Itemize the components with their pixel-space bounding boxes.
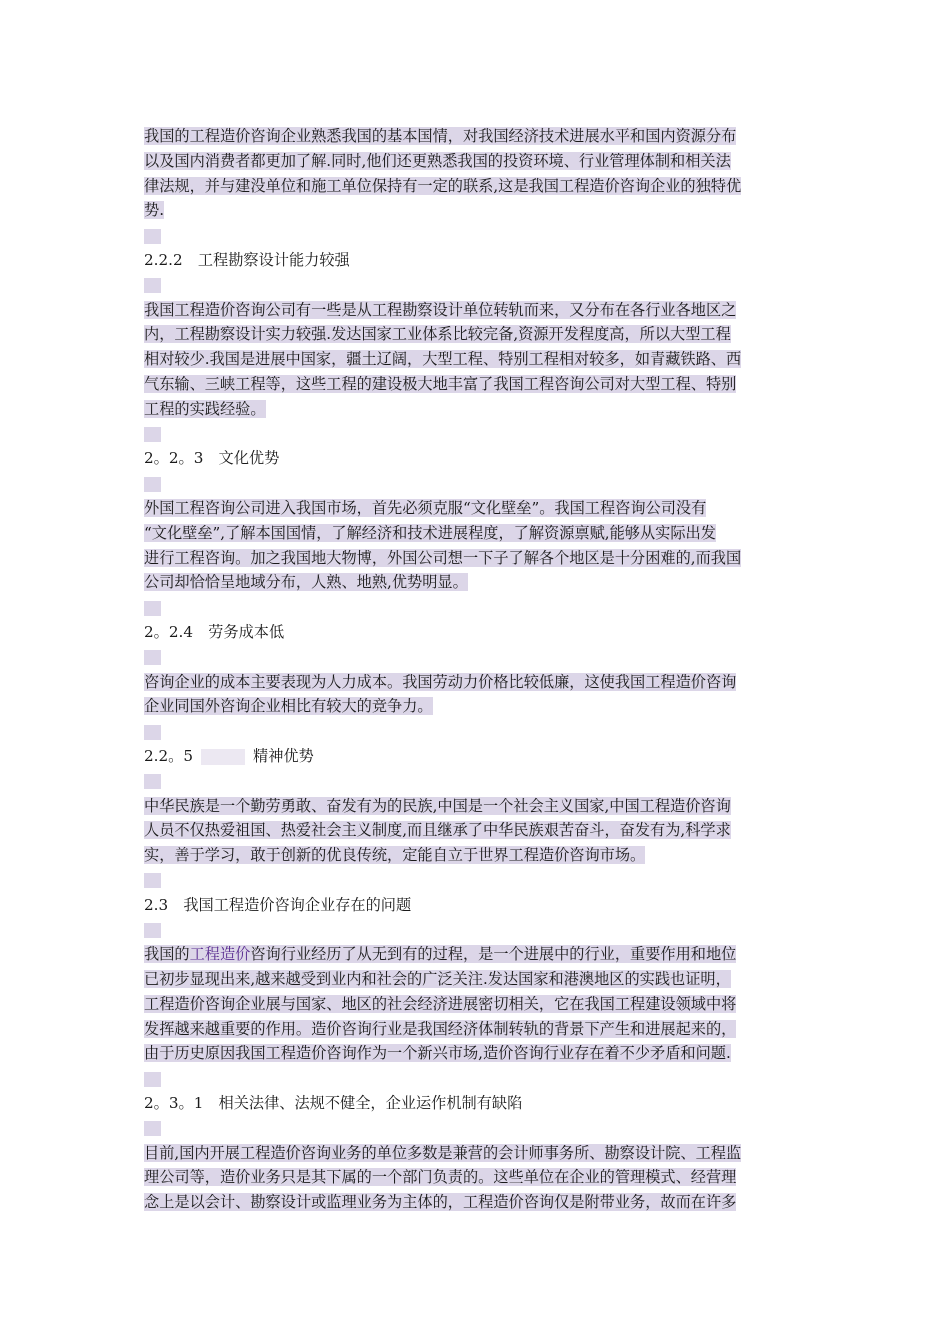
empty-line-marker: [144, 477, 161, 492]
empty-line-marker: [144, 601, 161, 616]
paragraph-survey-design: [144, 298, 814, 422]
empty-line-marker: [144, 650, 161, 665]
text-run: 咨询行业经历了从无到有的过程，是一个进展中的行业，重要作用和地位: [250, 945, 737, 964]
blank-line: [144, 868, 814, 893]
text-line: 进行工程咨询。加之我国地大物博，外国公司想一下子了解各个地区是十分困难的,而我国: [144, 548, 742, 567]
blank-line: [144, 769, 814, 794]
empty-line-marker: [144, 873, 161, 888]
empty-line-marker: [144, 1072, 161, 1087]
text-line: [144, 945, 736, 963]
text-line: 内，工程勘察设计实力较强.发达国家工业体系比较完备,资源开发程度高，所以大型工程: [144, 325, 731, 344]
document-page: [144, 124, 814, 1215]
text-line: 念上是以会计、勘察设计或监理业务为主体的，工程造价咨询仅是附带业务，故而在许多: [144, 1193, 737, 1212]
text-line: 理公司等，造价业务只是其下属的一个部门负责的。这些单位在企业的管理模式、经营理: [144, 1168, 737, 1187]
blank-line: [144, 645, 814, 670]
heading-2-3-1: 2。3。1 相关法律、法规不健全，企业运作机制有缺陷: [144, 1094, 523, 1113]
text-line: 气东输、三峡工程等，这些工程的建设极大地丰富了我国工程咨询公司对大型工程、特别: [144, 374, 737, 393]
paragraph-industry-problems: [144, 942, 814, 1066]
empty-line-marker: [144, 725, 161, 740]
cost-engineering-link[interactable]: 工程造价: [189, 945, 251, 964]
paragraph-regulation: [144, 1141, 814, 1215]
tab-gap: [201, 749, 245, 765]
empty-line-marker: [144, 229, 161, 244]
text-line: 以及国内消费者都更加了解.同时,他们还更熟悉我国的投资环境、行业管理体制和相关法: [144, 151, 731, 170]
text-line: 相对较少.我国是进展中国家，疆土辽阔，大型工程、特别工程相对较多，如青藏铁路、西: [144, 350, 742, 369]
blank-line: [144, 1116, 814, 1141]
heading-2-2-2: 2.2.2 工程勘察设计能力较强: [144, 250, 350, 269]
heading-2-3: 2.3 我国工程造价咨询企业存在的问题: [144, 895, 412, 914]
text-line: 目前,国内开展工程造价咨询业务的单位多数是兼营的会计师事务所、勘察设计院、工程监: [144, 1143, 742, 1162]
text-line: 我国工程造价咨询公司有一些是从工程勘察设计单位转轨而来，又分布在各行业各地区之: [144, 300, 737, 319]
blank-line: [144, 1066, 814, 1091]
paragraph-domestic-familiarity: [144, 124, 814, 223]
blank-line: [144, 719, 814, 744]
empty-line-marker: [144, 923, 161, 938]
empty-line-marker: [144, 1121, 161, 1136]
text-line: 企业同国外咨询企业相比有较大的竞争力。: [144, 697, 433, 716]
heading-number: 2.2。5: [144, 746, 194, 765]
text-line: 势.: [144, 201, 165, 220]
paragraph-culture: [144, 496, 814, 595]
paragraph-labor-cost: [144, 670, 814, 720]
text-line: 我国的工程造价咨询企业熟悉我国的基本国情，对我国经济技术进展水平和国内资源分布: [144, 127, 737, 145]
blank-line: [144, 471, 814, 496]
blank-line: [144, 918, 814, 943]
text-line: “文化壁垒”,了解本国国情，了解经济和技术进展程度，了解资源禀赋,能够从实际出发: [144, 523, 716, 542]
heading-title: 精神优势: [253, 746, 314, 765]
empty-line-marker: [144, 427, 161, 442]
text-line: 实，善于学习，敢于创新的优良传统，定能自立于世界工程造价咨询市场。: [144, 846, 646, 865]
blank-line: [144, 273, 814, 298]
text-line: 外国工程咨询公司进入我国市场，首先必须克服“文化壁垒”。我国工程咨询公司没有: [144, 498, 707, 517]
text-run: 我国的: [144, 945, 190, 964]
blank-line: [144, 422, 814, 447]
text-line: 由于历史原因我国工程造价咨询作为一个新兴市场,造价咨询行业存在着不少矛盾和问题.: [144, 1044, 731, 1063]
empty-line-marker: [144, 278, 161, 293]
blank-line: [144, 595, 814, 620]
text-line: 律法规，并与建没单位和施工单位保持有一定的联系,这是我国工程造价咨询企业的独特优: [144, 176, 742, 195]
text-line: 已初步显现出来,越来越受到业内和社会的广泛关注.发达国家和港澳地区的实践也证明，: [144, 970, 731, 989]
text-line: 公司却恰恰呈地域分布，人熟、地熟,优势明显。: [144, 573, 468, 592]
empty-line-marker: [144, 774, 161, 789]
text-line: 工程造价咨询企业展与国家、地区的社会经济进展密切相关，它在我国工程建设领域中将: [144, 994, 737, 1013]
blank-line: [144, 223, 814, 248]
text-line: 工程的实践经验。: [144, 399, 266, 418]
text-line: 发挥越来越重要的作用。造价咨询行业是我国经济体制转轨的背景下产生和进展起来的，: [144, 1019, 737, 1038]
heading-2-2-4: 2。2.4 劳务成本低: [144, 622, 285, 641]
text-line: 人员不仅热爱祖国、热爱社会主义制度,而且继承了中华民族艰苦奋斗，奋发有为,科学求: [144, 821, 731, 840]
text-line: 中华民族是一个勤劳勇敢、奋发有为的民族,中国是一个社会主义国家,中国工程造价咨询: [144, 796, 731, 815]
text-line: 咨询企业的成本主要表现为人力成本。我国劳动力价格比较低廉，这使我国工程造价咨询: [144, 672, 737, 691]
paragraph-spirit: [144, 794, 814, 868]
heading-2-2-3: 2。2。3 文化优势: [144, 449, 280, 468]
heading-2-2-5: [144, 744, 814, 769]
